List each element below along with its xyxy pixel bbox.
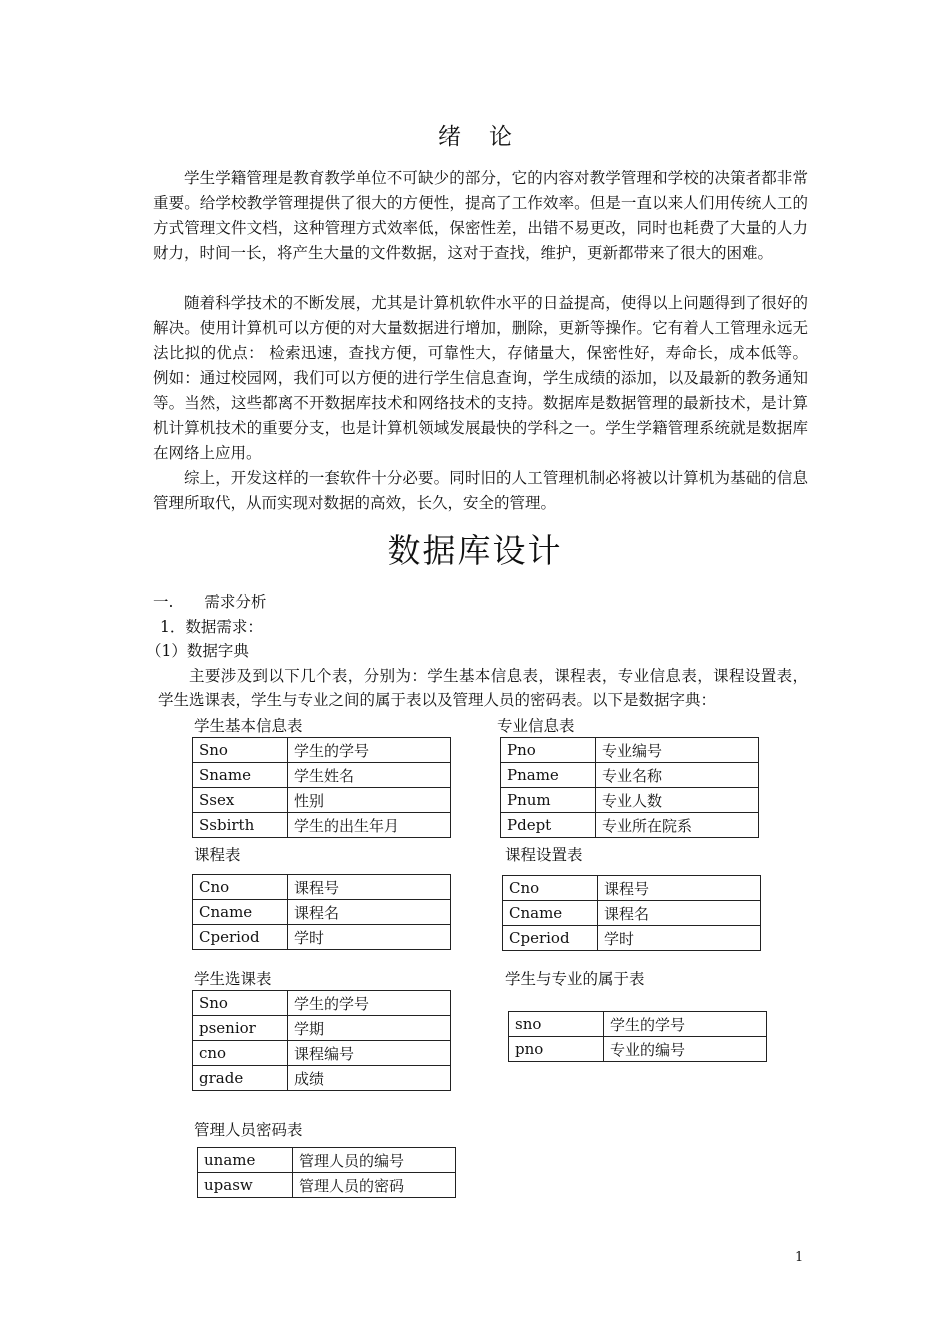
field-name: Cperiod bbox=[503, 926, 598, 951]
major-info-table bbox=[500, 737, 759, 838]
field-description: 学生的学号 bbox=[288, 991, 451, 1016]
table-row bbox=[193, 788, 451, 813]
field-name: Sno bbox=[193, 991, 288, 1016]
table-row bbox=[193, 991, 451, 1016]
field-name: cno bbox=[193, 1041, 288, 1066]
table-row bbox=[501, 738, 759, 763]
student-info-table bbox=[192, 737, 451, 838]
field-description: 学期 bbox=[288, 1016, 451, 1041]
data-requirements-heading: 1．数据需求： bbox=[160, 618, 263, 636]
field-description: 课程号 bbox=[288, 875, 451, 900]
field-name: sno bbox=[509, 1012, 604, 1037]
page-number: 1 bbox=[795, 1250, 804, 1265]
field-description: 成绩 bbox=[288, 1066, 451, 1091]
field-description: 学时 bbox=[598, 926, 761, 951]
data-dictionary-description: 主要涉及到以下几个表，分别为：学生基本信息表，课程表，专业信息表，课程设置表，学生选课表，学生与专业之间的属于表以及管理人员的密码表。以下是数据字典： bbox=[158, 667, 808, 709]
table-row bbox=[193, 1016, 451, 1041]
field-description: 专业所在院系 bbox=[596, 813, 759, 838]
field-name: Cperiod bbox=[193, 925, 288, 950]
course-table bbox=[192, 874, 451, 950]
table-row bbox=[193, 925, 451, 950]
table-row bbox=[198, 1148, 456, 1173]
field-name: Cno bbox=[193, 875, 288, 900]
table-row bbox=[193, 763, 451, 788]
table-row bbox=[503, 901, 761, 926]
field-description: 学生的出生年月 bbox=[288, 813, 451, 838]
field-name: psenior bbox=[193, 1016, 288, 1041]
table-row bbox=[193, 813, 451, 838]
table-row bbox=[193, 900, 451, 925]
admin-password-table bbox=[197, 1147, 456, 1198]
data-dictionary-heading: （1）数据字典 bbox=[146, 642, 249, 660]
field-description: 专业编号 bbox=[596, 738, 759, 763]
field-name: Pnum bbox=[501, 788, 596, 813]
intro-paragraph-3: 综上，开发这样的一套软件十分必要。同时旧的人工管理机制必将被以计算机为基础的信息管理所取代，从而实现对数据的高效，长久，安全的管理。 bbox=[153, 469, 808, 512]
field-description: 专业人数 bbox=[596, 788, 759, 813]
intro-paragraph-2: 随着科学技术的不断发展，尤其是计算机软件水平的日益提高，使得以上问题得到了很好的解决。使用计算机可以方便的对大量数据进行增加，删除，更新等操作。它有着人工管理永远无法比拟的优点： 检索迅速，查找方便，可靠性大，存储量大，保密性好，寿命长，成本低等。例如：通过校园网，我们可以方便的进行学生信息查询，学生成绩的添加，以及最新的教务通知等。当然，这些都离不开数据库技术和网络技术的支持。数据库是数据管理的最新技术，是计算机计算机技术的重要分支，也是计算机领域发展最快的学科之一。学生学籍管理系统就是数据库在网络上应用。 bbox=[153, 294, 808, 462]
field-name: grade bbox=[193, 1066, 288, 1091]
field-name: Cno bbox=[503, 876, 598, 901]
table-row bbox=[501, 813, 759, 838]
field-description: 课程名 bbox=[598, 901, 761, 926]
field-name: Sname bbox=[193, 763, 288, 788]
student-major-belongs-table bbox=[508, 1011, 767, 1062]
course-selection-table bbox=[192, 990, 451, 1091]
field-description: 专业的编号 bbox=[604, 1037, 767, 1062]
table-row bbox=[193, 875, 451, 900]
table-caption-belongs: 学生与专业的属于表 bbox=[505, 970, 645, 988]
field-name: upasw bbox=[198, 1173, 293, 1198]
intro-paragraph-1: 学生学籍管理是教育教学单位不可缺少的部分，它的内容对教学管理和学校的决策者都非常重要。给学校教学管理提供了很大的方便性，提高了工作效率。但是一直以来人们用传统人工的方式管理文件文档，这种管理方式效率低，保密性差，出错不易更改，同时也耗费了大量的人力财力，时间一长，将产生大量的文件数据，这对于查找，维护，更新都带来了很大的困难。 bbox=[153, 169, 808, 262]
field-description: 课程号 bbox=[598, 876, 761, 901]
field-name: Ssex bbox=[193, 788, 288, 813]
field-description: 管理人员的编号 bbox=[293, 1148, 456, 1173]
field-name: pno bbox=[509, 1037, 604, 1062]
field-description: 学时 bbox=[288, 925, 451, 950]
field-description: 课程名 bbox=[288, 900, 451, 925]
field-description: 性别 bbox=[288, 788, 451, 813]
table-row bbox=[193, 738, 451, 763]
field-name: Pname bbox=[501, 763, 596, 788]
intro-title: 绪论 bbox=[438, 124, 540, 150]
table-row bbox=[503, 926, 761, 951]
table-caption-major: 专业信息表 bbox=[497, 717, 575, 735]
table-row bbox=[509, 1012, 767, 1037]
db-design-title: 数据库设计 bbox=[387, 531, 563, 570]
field-name: Ssbirth bbox=[193, 813, 288, 838]
section-requirements-heading: 一. 需求分析 bbox=[153, 593, 267, 611]
table-caption-course-setting: 课程设置表 bbox=[505, 846, 583, 864]
table-row bbox=[501, 763, 759, 788]
field-description: 专业名称 bbox=[596, 763, 759, 788]
table-row bbox=[193, 1066, 451, 1091]
field-name: Sno bbox=[193, 738, 288, 763]
table-caption-course: 课程表 bbox=[194, 846, 241, 864]
field-description: 学生姓名 bbox=[288, 763, 451, 788]
field-description: 学生的学号 bbox=[604, 1012, 767, 1037]
table-caption-admin: 管理人员密码表 bbox=[194, 1121, 303, 1139]
table-row bbox=[198, 1173, 456, 1198]
field-name: Cname bbox=[193, 900, 288, 925]
field-description: 管理人员的密码 bbox=[293, 1173, 456, 1198]
table-caption-student: 学生基本信息表 bbox=[194, 717, 303, 735]
table-row bbox=[503, 876, 761, 901]
course-setting-table bbox=[502, 875, 761, 951]
field-description: 课程编号 bbox=[288, 1041, 451, 1066]
table-row bbox=[509, 1037, 767, 1062]
table-caption-selection: 学生选课表 bbox=[194, 970, 272, 988]
field-description: 学生的学号 bbox=[288, 738, 451, 763]
field-name: Pdept bbox=[501, 813, 596, 838]
table-row bbox=[501, 788, 759, 813]
field-name: Cname bbox=[503, 901, 598, 926]
field-name: uname bbox=[198, 1148, 293, 1173]
field-name: Pno bbox=[501, 738, 596, 763]
table-row bbox=[193, 1041, 451, 1066]
